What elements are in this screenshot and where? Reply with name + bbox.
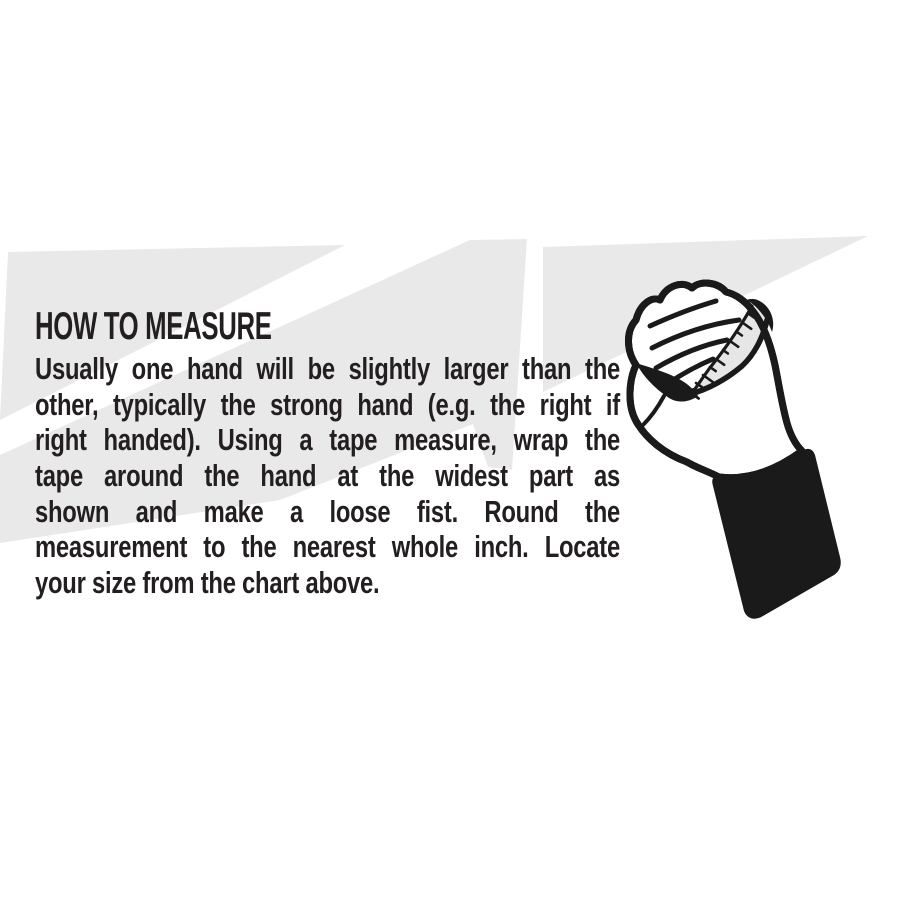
- body-line: measurement to the nearest whole inch. Locate: [35, 530, 620, 565]
- body-line: tape around the hand at the widest part as: [35, 459, 620, 494]
- body-line: shown and make a loose fist. Round the: [35, 494, 620, 529]
- page-title: HOW TO MEASURE: [35, 305, 272, 348]
- body-line: your size from the chart above.: [35, 566, 380, 601]
- body-line: other, typically the strong hand (e.g. the right if: [35, 387, 620, 422]
- fist-tape-measure-icon: [600, 270, 900, 630]
- body-line: right handed). Using a tape measure, wrap the: [35, 423, 620, 458]
- body-line: Usually one hand will be slightly larger than the: [35, 352, 620, 386]
